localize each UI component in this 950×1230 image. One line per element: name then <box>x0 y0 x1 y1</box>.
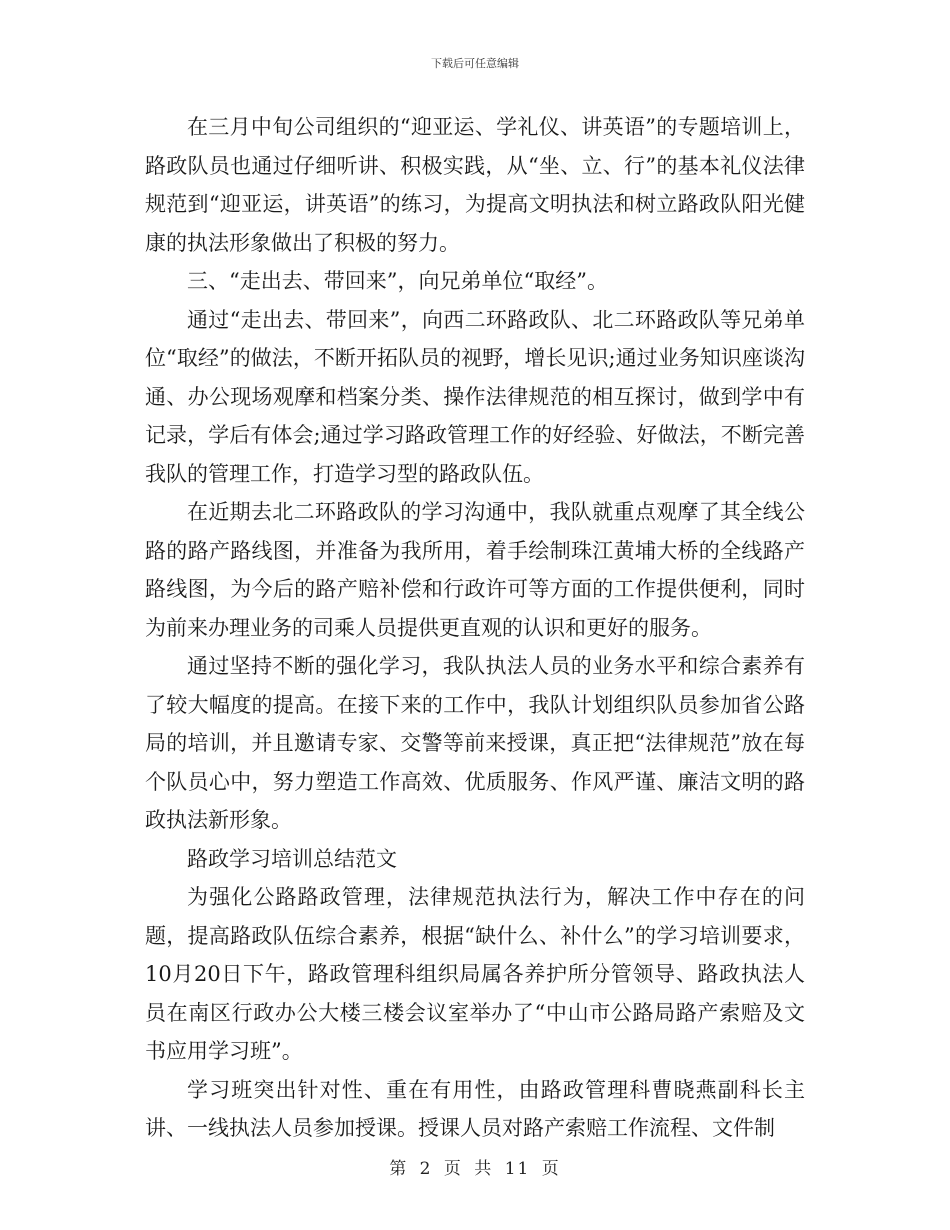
paragraph: 在三月中旬公司组织的“迎亚运、学礼仪、讲英语”的专题培训上，路政队员也通过仔细听讲、积极实践，从“坐、立、行”的基本礼仪法律规范到“迎亚运，讲英语”的练习，为提高文明执法和树立路政队阳光健康的执法形象做出了积极的努力。 <box>145 115 805 255</box>
paragraph: 在近期去北二环路政队的学习沟通中，我队就重点观摩了其全线公路的路产路线图，并准备为我所用，着手绘制珠江黄埔大桥的全线路产路线图，为今后的路产赔补偿和行政许可等方面的工作提供便利，同时为前来办理业务的司乘人员提供更直观的认识和更好的服务。 <box>145 500 805 640</box>
paragraph: 学习班突出针对性、重在有用性，由路政管理科曹晓燕副科长主讲、一线执法人员参加授课。授课人员对路产索赔工作流程、文件制 <box>145 1077 805 1140</box>
page-header-note: 下载后可任意编辑 <box>431 57 519 70</box>
paragraph: 为强化公路路政管理，法律规范执法行为，解决工作中存在的问题，提高路政队伍综合素养，根据“缺什么、补什么”的学习培训要求，10月20日下午，路政管理科组织局属各养护所分管领导、路政执法人员在南区行政办公大楼三楼会议室举办了“中山市公路局路产索赔及文书应用学习班”。 <box>145 885 805 1063</box>
paragraph: 通过“走出去、带回来”，向西二环路政队、北二环路政队等兄弟单位“取经”的做法，不断开拓队员的视野，增长见识;通过业务知识座谈沟通、办公现场观摩和档案分类、操作法律规范的相互探讨，做到学中有记录，学后有体会;通过学习路政管理工作的好经验、好做法，不断完善我队的管理工作，打造学习型的路政队伍。 <box>145 307 805 486</box>
paragraph: 通过坚持不断的强化学习，我队执法人员的业务水平和综合素养有了较大幅度的提高。在接下来的工作中，我队计划组织队员参加省公路局的培训，并且邀请专家、交警等前来授课，真正把“法律规范”放在每个队员心中，努力塑造工作高效、优质服务、作风严谨、廉洁文明的路政执法新形象。 <box>145 654 805 832</box>
section-heading: 三、“走出去、带回来”，向兄弟单位“取经”。 <box>187 269 608 293</box>
page-number: 第 2 页 共 11 页 <box>389 1159 561 1179</box>
document-title: 路政学习培训总结范文 <box>187 846 397 871</box>
document-body <box>145 108 805 1148</box>
